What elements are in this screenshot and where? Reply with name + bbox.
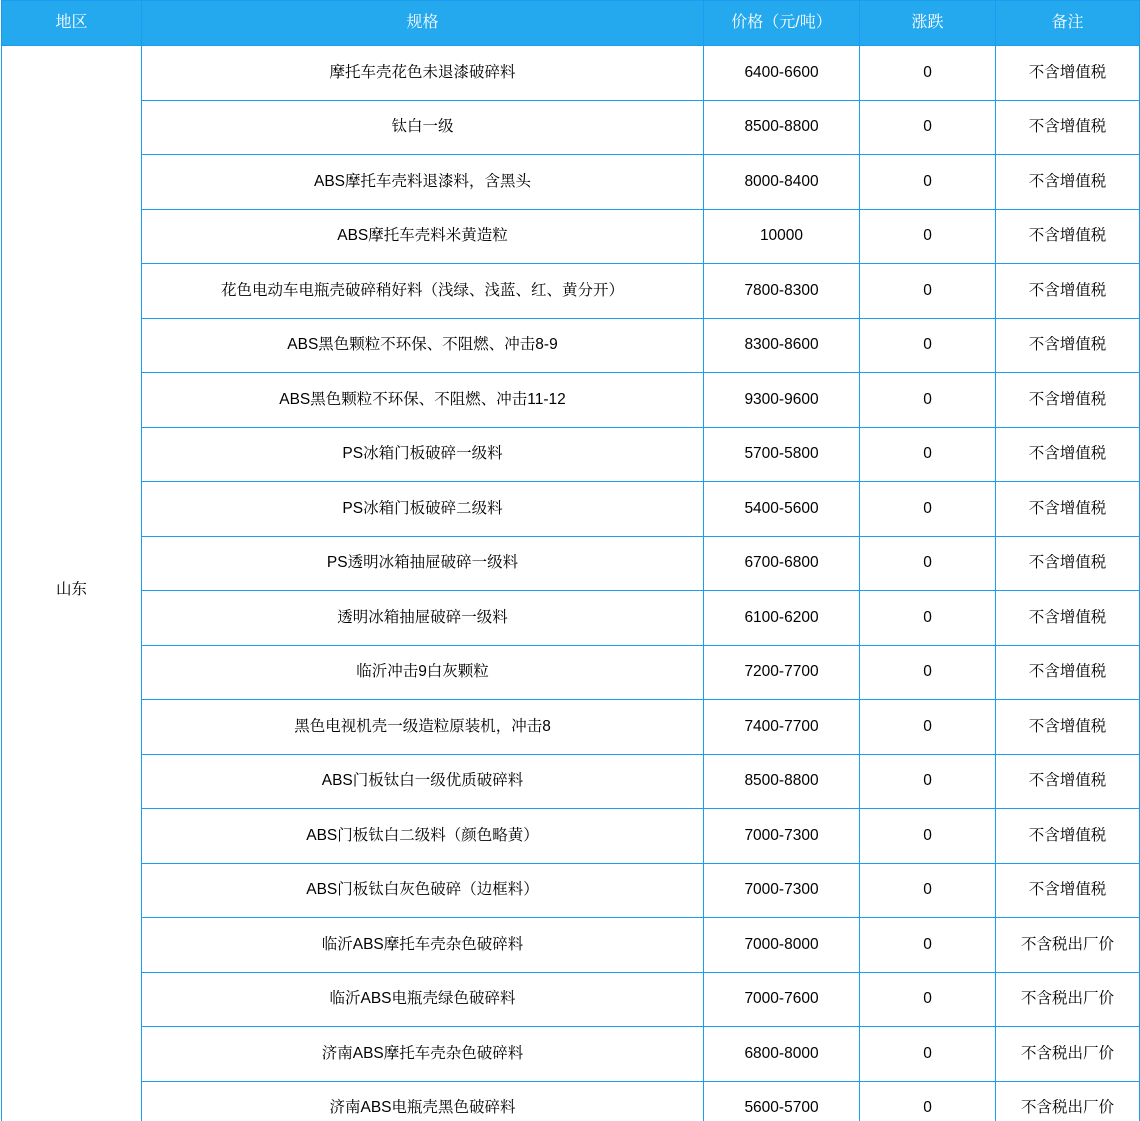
price-cell: 8500-8800 (704, 754, 860, 809)
note-cell: 不含增值税 (996, 100, 1140, 155)
price-cell: 8500-8800 (704, 100, 860, 155)
note-cell: 不含增值税 (996, 700, 1140, 755)
note-cell: 不含增值税 (996, 155, 1140, 210)
spec-cell: ABS黑色颗粒不环保、不阻燃、冲击8-9 (142, 318, 704, 373)
column-header-price: 价格（元/吨） (704, 1, 860, 46)
note-cell: 不含增值税 (996, 46, 1140, 101)
spec-cell: 钛白一级 (142, 100, 704, 155)
change-cell: 0 (860, 1081, 996, 1121)
price-cell: 7000-7300 (704, 809, 860, 864)
change-cell: 0 (860, 536, 996, 591)
change-cell: 0 (860, 209, 996, 264)
spec-cell: 济南ABS摩托车壳杂色破碎料 (142, 1027, 704, 1082)
note-cell: 不含增值税 (996, 754, 1140, 809)
table-row (2, 46, 1140, 101)
note-cell: 不含增值税 (996, 645, 1140, 700)
note-cell: 不含增值税 (996, 863, 1140, 918)
price-cell: 10000 (704, 209, 860, 264)
plastic-price-table (1, 0, 1140, 1121)
table-row (2, 264, 1140, 319)
price-cell: 8000-8400 (704, 155, 860, 210)
spec-cell: ABS门板钛白一级优质破碎料 (142, 754, 704, 809)
note-cell: 不含增值税 (996, 373, 1140, 428)
price-cell: 7000-8000 (704, 918, 860, 973)
spec-cell: ABS门板钛白二级料（颜色略黄） (142, 809, 704, 864)
table-row (2, 482, 1140, 537)
spec-cell: 济南ABS电瓶壳黑色破碎料 (142, 1081, 704, 1121)
table-row (2, 972, 1140, 1027)
change-cell: 0 (860, 918, 996, 973)
note-cell: 不含增值税 (996, 809, 1140, 864)
table-row (2, 318, 1140, 373)
region-cell: 山东 (2, 46, 142, 1121)
note-cell: 不含增值税 (996, 536, 1140, 591)
spec-cell: 黑色电视机壳一级造粒原装机，冲击8 (142, 700, 704, 755)
price-cell: 6800-8000 (704, 1027, 860, 1082)
change-cell: 0 (860, 318, 996, 373)
spec-cell: ABS黑色颗粒不环保、不阻燃、冲击11-12 (142, 373, 704, 428)
note-cell: 不含税出厂价 (996, 1027, 1140, 1082)
spec-cell: PS冰箱门板破碎二级料 (142, 482, 704, 537)
table-row (2, 427, 1140, 482)
note-cell: 不含税出厂价 (996, 1081, 1140, 1121)
table-row (2, 863, 1140, 918)
column-header-change: 涨跌 (860, 1, 996, 46)
spec-cell: 花色电动车电瓶壳破碎稍好料（浅绿、浅蓝、红、黄分开） (142, 264, 704, 319)
table-row (2, 700, 1140, 755)
spec-cell: 摩托车壳花色未退漆破碎料 (142, 46, 704, 101)
table-row (2, 100, 1140, 155)
note-cell: 不含增值税 (996, 209, 1140, 264)
change-cell: 0 (860, 972, 996, 1027)
change-cell: 0 (860, 591, 996, 646)
price-cell: 7000-7600 (704, 972, 860, 1027)
change-cell: 0 (860, 427, 996, 482)
table-row (2, 918, 1140, 973)
change-cell: 0 (860, 264, 996, 319)
column-header-note: 备注 (996, 1, 1140, 46)
table-row (2, 373, 1140, 428)
price-cell: 8300-8600 (704, 318, 860, 373)
table-row (2, 754, 1140, 809)
spec-cell: PS透明冰箱抽屉破碎一级料 (142, 536, 704, 591)
change-cell: 0 (860, 155, 996, 210)
change-cell: 0 (860, 1027, 996, 1082)
table-row (2, 645, 1140, 700)
spec-cell: ABS摩托车壳料退漆料，含黑头 (142, 155, 704, 210)
table-row (2, 591, 1140, 646)
change-cell: 0 (860, 863, 996, 918)
note-cell: 不含增值税 (996, 591, 1140, 646)
change-cell: 0 (860, 46, 996, 101)
table-row (2, 1081, 1140, 1121)
change-cell: 0 (860, 373, 996, 428)
price-cell: 5600-5700 (704, 1081, 860, 1121)
spec-cell: PS冰箱门板破碎一级料 (142, 427, 704, 482)
table-header (2, 1, 1140, 46)
price-cell: 7800-8300 (704, 264, 860, 319)
column-header-region: 地区 (2, 1, 142, 46)
price-cell: 6700-6800 (704, 536, 860, 591)
spec-cell: 临沂冲击9白灰颗粒 (142, 645, 704, 700)
price-cell: 7000-7300 (704, 863, 860, 918)
note-cell: 不含税出厂价 (996, 972, 1140, 1027)
column-header-spec: 规格 (142, 1, 704, 46)
table-row (2, 1027, 1140, 1082)
change-cell: 0 (860, 754, 996, 809)
spec-cell: ABS摩托车壳料米黄造粒 (142, 209, 704, 264)
spec-cell: 临沂ABS摩托车壳杂色破碎料 (142, 918, 704, 973)
table-body (2, 46, 1140, 1121)
note-cell: 不含增值税 (996, 482, 1140, 537)
change-cell: 0 (860, 809, 996, 864)
note-cell: 不含税出厂价 (996, 918, 1140, 973)
note-cell: 不含增值税 (996, 264, 1140, 319)
price-cell: 5700-5800 (704, 427, 860, 482)
spec-cell: ABS门板钛白灰色破碎（边框料） (142, 863, 704, 918)
table-row (2, 209, 1140, 264)
price-cell: 7200-7700 (704, 645, 860, 700)
spec-cell: 临沂ABS电瓶壳绿色破碎料 (142, 972, 704, 1027)
price-cell: 9300-9600 (704, 373, 860, 428)
change-cell: 0 (860, 100, 996, 155)
spec-cell: 透明冰箱抽屉破碎一级料 (142, 591, 704, 646)
header-row (2, 1, 1140, 46)
price-cell: 5400-5600 (704, 482, 860, 537)
change-cell: 0 (860, 700, 996, 755)
note-cell: 不含增值税 (996, 318, 1140, 373)
table-row (2, 155, 1140, 210)
table-row (2, 809, 1140, 864)
note-cell: 不含增值税 (996, 427, 1140, 482)
table-row (2, 536, 1140, 591)
change-cell: 0 (860, 645, 996, 700)
change-cell: 0 (860, 482, 996, 537)
price-cell: 6400-6600 (704, 46, 860, 101)
price-cell: 7400-7700 (704, 700, 860, 755)
price-cell: 6100-6200 (704, 591, 860, 646)
